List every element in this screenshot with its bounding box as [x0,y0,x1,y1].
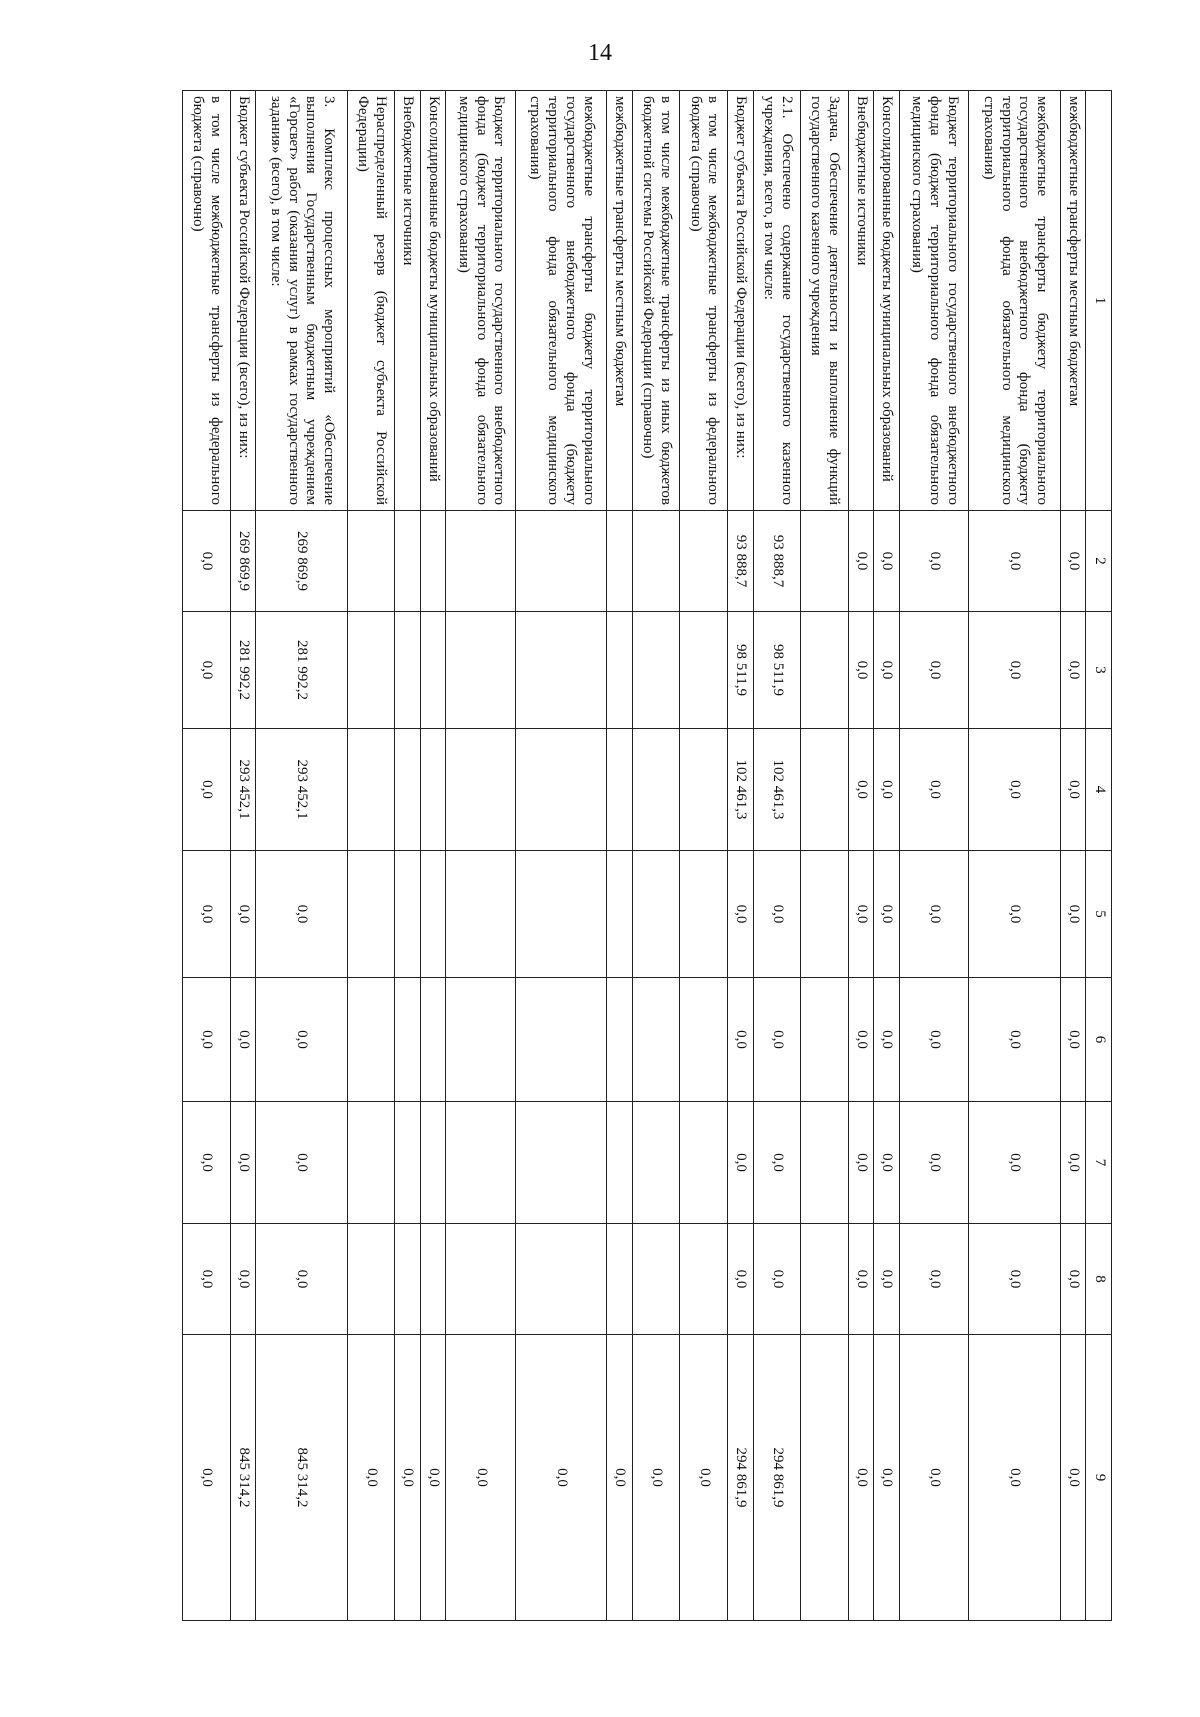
row-value: 0,0 [848,612,874,729]
row-value [395,1224,421,1335]
row-value: 0,0 [230,1224,256,1335]
row-value [801,1335,849,1621]
row-value [446,851,515,978]
row-value [801,978,849,1102]
row-value: 0,0 [848,851,874,978]
row-value: 0,0 [874,851,900,978]
table-row [347,91,395,1621]
row-value [607,511,633,612]
row-value: 281 992,2 [256,612,347,729]
row-value: 0,0 [183,511,231,612]
rotated-table-container [182,90,1112,1620]
row-value [395,511,421,612]
row-value: 0,0 [515,1335,606,1621]
row-value: 0,0 [874,729,900,851]
row-value [395,612,421,729]
budget-table [182,90,1112,1621]
row-value: 0,0 [183,1102,231,1224]
row-value: 293 452,1 [230,729,256,851]
row-value [680,851,728,978]
row-description: Консолидированные бюджеты муниципальных образований [874,91,900,511]
row-value [347,612,395,729]
row-value: 0,0 [899,511,968,612]
row-value [446,729,515,851]
row-value [347,978,395,1102]
row-description: Бюджет территориального государственного внебюджетного фонда (бюджет территориального фонда обязательного медицинского страхования) [899,91,968,511]
row-value: 0,0 [256,1224,347,1335]
row-value [395,729,421,851]
row-value: 0,0 [230,1102,256,1224]
row-value [446,511,515,612]
row-value [801,511,849,612]
row-value: 0,0 [607,1335,633,1621]
row-value [446,1224,515,1335]
table-row [874,91,900,1621]
row-value: 102 461,3 [753,729,801,851]
row-value: 0,0 [848,1102,874,1224]
table-row [256,91,347,1621]
row-value [680,1102,728,1224]
row-value: 0,0 [899,1224,968,1335]
row-value: 0,0 [446,1335,515,1621]
row-value [420,851,446,978]
row-description: 2.1. Обеспечено содержание государственного казенного учреждения, всего, в том числе: [753,91,801,511]
row-value [607,612,633,729]
row-value: 0,0 [230,978,256,1102]
row-description: межбюджетные трансферты бюджету территориального государственного внебюджетного фонда (бюджету территориального фонда обязательного медицинского страхования) [515,91,606,511]
row-value: 0,0 [1060,729,1086,851]
row-value [680,511,728,612]
row-value [395,1102,421,1224]
table-row [728,91,754,1621]
row-value: 0,0 [969,851,1060,978]
row-value: 0,0 [728,851,754,978]
row-value: 0,0 [899,978,968,1102]
row-value [607,1102,633,1224]
row-value [347,1102,395,1224]
row-value [632,511,680,612]
row-value: 0,0 [848,729,874,851]
row-value [680,1224,728,1335]
row-value [446,978,515,1102]
row-description: Бюджет субъекта Российской Федерации (всего), из них: [230,91,256,511]
row-value: 0,0 [848,978,874,1102]
header-row [1086,91,1112,1621]
row-value: 293 452,1 [256,729,347,851]
row-value: 0,0 [1060,1335,1086,1621]
row-value: 0,0 [899,1102,968,1224]
row-description: Внебюджетные источники [395,91,421,511]
row-value [632,612,680,729]
row-value [632,1102,680,1224]
column-header: 6 [1086,978,1112,1102]
row-value: 98 511,9 [753,612,801,729]
row-value: 0,0 [1060,612,1086,729]
row-value: 0,0 [969,1224,1060,1335]
row-value [515,851,606,978]
row-value: 0,0 [969,1102,1060,1224]
table-row [515,91,606,1621]
row-value: 98 511,9 [728,612,754,729]
table-row [420,91,446,1621]
row-value: 0,0 [395,1335,421,1621]
column-header: 2 [1086,511,1112,612]
row-value: 0,0 [899,851,968,978]
row-value [607,851,633,978]
column-header: 3 [1086,612,1112,729]
row-value: 0,0 [753,851,801,978]
table-row [395,91,421,1621]
row-value: 0,0 [183,1224,231,1335]
row-value [607,978,633,1102]
row-description: Нераспределенный резерв (бюджет субъекта Российской Федерации) [347,91,395,511]
row-value: 102 461,3 [728,729,754,851]
row-description: в том числе межбюджетные трансферты из федерального бюджета (справочно) [680,91,728,511]
row-value [395,978,421,1102]
row-value: 0,0 [848,1224,874,1335]
row-description: в том числе межбюджетные трансферты из иных бюджетов бюджетной системы Российской Федерации (справочно) [632,91,680,511]
row-value [446,1102,515,1224]
row-value [515,612,606,729]
row-value [420,729,446,851]
row-value: 0,0 [183,978,231,1102]
table-body [183,91,1112,1621]
row-value: 845 314,2 [256,1335,347,1621]
row-value: 0,0 [183,612,231,729]
row-value [347,851,395,978]
row-description: Задача. Обеспечение деятельности и выполнение функций государственного казенного учреждения [801,91,849,511]
row-value: 0,0 [347,1335,395,1621]
row-value: 0,0 [874,511,900,612]
row-value [680,978,728,1102]
table-row [607,91,633,1621]
row-value [801,729,849,851]
row-value: 0,0 [969,1335,1060,1621]
table-row [1060,91,1086,1621]
row-value: 0,0 [183,1335,231,1621]
row-value: 0,0 [728,978,754,1102]
row-value: 0,0 [256,978,347,1102]
row-value: 0,0 [969,978,1060,1102]
row-value [632,851,680,978]
row-value [632,729,680,851]
row-description: Бюджет территориального государственного внебюджетного фонда (бюджет территориального фонда обязательного медицинского страхования) [446,91,515,511]
row-value: 0,0 [874,1102,900,1224]
row-value: 294 861,9 [728,1335,754,1621]
row-value: 0,0 [183,729,231,851]
row-value [347,1224,395,1335]
row-value: 0,0 [753,1102,801,1224]
row-value [420,511,446,612]
row-value: 0,0 [183,851,231,978]
row-value: 0,0 [848,511,874,612]
row-value: 0,0 [753,978,801,1102]
row-value: 269 869,9 [230,511,256,612]
row-value: 0,0 [728,1102,754,1224]
row-value [801,1102,849,1224]
row-value [515,729,606,851]
table-row [680,91,728,1621]
row-value [347,729,395,851]
table-row [230,91,256,1621]
row-description: Бюджет субъекта Российской Федерации (всего), из них: [728,91,754,511]
row-description: межбюджетные трансферты местным бюджетам [1060,91,1086,511]
row-value: 0,0 [1060,1224,1086,1335]
row-description: в том числе межбюджетные трансферты из федерального бюджета (справочно) [183,91,231,511]
row-value: 0,0 [874,1335,900,1621]
row-value [680,612,728,729]
row-value: 93 888,7 [753,511,801,612]
row-value [420,1102,446,1224]
row-description: Консолидированные бюджеты муниципальных образований [420,91,446,511]
row-value: 0,0 [680,1335,728,1621]
row-value [607,1224,633,1335]
row-value [446,612,515,729]
row-value [420,978,446,1102]
row-value: 0,0 [632,1335,680,1621]
row-value [515,1102,606,1224]
table-row [848,91,874,1621]
row-value: 845 314,2 [230,1335,256,1621]
row-value: 0,0 [874,1224,900,1335]
column-header: 9 [1086,1335,1112,1621]
row-value [632,978,680,1102]
row-value: 0,0 [899,1335,968,1621]
row-value: 0,0 [848,1335,874,1621]
row-value [801,851,849,978]
table-row [446,91,515,1621]
row-value: 0,0 [420,1335,446,1621]
column-header: 7 [1086,1102,1112,1224]
row-value [632,1224,680,1335]
row-value: 0,0 [969,511,1060,612]
row-value [801,612,849,729]
row-description: межбюджетные трансферты местным бюджетам [607,91,633,511]
row-description: межбюджетные трансферты бюджету территориального государственного внебюджетного фонда (бюджету территориального фонда обязательного медицинского страхования) [969,91,1060,511]
row-value [395,851,421,978]
row-value: 0,0 [969,729,1060,851]
column-header: 8 [1086,1224,1112,1335]
row-value: 0,0 [874,978,900,1102]
row-value: 0,0 [969,612,1060,729]
table-row [899,91,968,1621]
table-row [801,91,849,1621]
row-value: 0,0 [256,1102,347,1224]
page-number: 14 [588,40,612,66]
row-value: 0,0 [899,612,968,729]
row-value [420,1224,446,1335]
row-description: 3. Комплекс процессных мероприятий «Обеспечение выполнения Государственным бюджетным учреждением «Горсвет» работ (оказания услуг) в рамках государственного задания» (всего), в том числе: [256,91,347,511]
column-header: 5 [1086,851,1112,978]
row-value: 0,0 [1060,851,1086,978]
row-value: 0,0 [1060,1102,1086,1224]
row-value: 294 861,9 [753,1335,801,1621]
row-value [801,1224,849,1335]
row-value: 0,0 [753,1224,801,1335]
row-description: Внебюджетные источники [848,91,874,511]
row-value [420,612,446,729]
row-value [515,511,606,612]
row-value: 0,0 [230,851,256,978]
row-value [515,978,606,1102]
row-value [680,729,728,851]
row-value: 0,0 [1060,978,1086,1102]
row-value: 0,0 [256,851,347,978]
row-value: 269 869,9 [256,511,347,612]
table-row [753,91,801,1621]
row-value [607,729,633,851]
row-value: 281 992,2 [230,612,256,729]
table-row [969,91,1060,1621]
row-value: 0,0 [728,1224,754,1335]
row-value [347,511,395,612]
column-header: 1 [1086,91,1112,511]
row-value: 0,0 [899,729,968,851]
table-row [183,91,231,1621]
column-header: 4 [1086,729,1112,851]
row-value: 93 888,7 [728,511,754,612]
table-row [632,91,680,1621]
row-value: 0,0 [1060,511,1086,612]
row-value [515,1224,606,1335]
row-value: 0,0 [874,612,900,729]
